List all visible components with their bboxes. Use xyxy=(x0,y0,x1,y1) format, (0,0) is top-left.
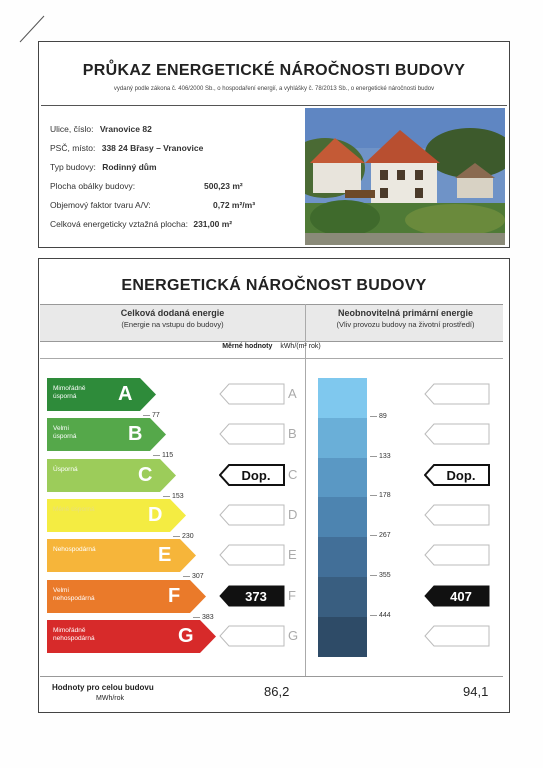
merne-label: Měrné hodnoty xyxy=(222,343,273,350)
class-label-f: Velmi nehospodárná xyxy=(53,586,95,602)
merne-divider xyxy=(40,358,503,359)
class-arrow-g xyxy=(47,620,220,653)
page-subtitle: vydaný podle zákona č. 406/2000 Sb., o hospodaření energií, a vyhlášky č. 78/2013 Sb., o energetické náročnosti budov xyxy=(113,86,435,92)
primary-scale-cell-3 xyxy=(318,458,367,498)
tick-right-4: — 267 xyxy=(370,532,391,540)
right-marker-e xyxy=(424,544,490,566)
outline-letter-c: C xyxy=(288,466,298,482)
footer-unit: MWh/rok xyxy=(96,695,124,702)
ref-area-label: Celková energeticky vztažná plocha: xyxy=(50,219,188,229)
ref-area-value: 231,00 m² xyxy=(193,219,233,229)
primary-scale-cell-5 xyxy=(318,537,367,577)
class-letter-d: D xyxy=(148,503,163,526)
right-marker-c xyxy=(424,464,490,486)
right-marker-g xyxy=(424,625,490,647)
col1-title: Celková dodaná energie xyxy=(120,308,225,318)
factor-value: 0,72 m²/m³ xyxy=(213,200,256,210)
outline-letter-a: A xyxy=(288,386,297,401)
specific-values-row xyxy=(40,343,503,357)
class-letter-b: B xyxy=(128,423,143,446)
primary-scale-cell-6 xyxy=(318,577,367,617)
column-divider xyxy=(305,304,306,676)
area-value: 500,23 m² xyxy=(204,181,243,191)
primary-scale-cell-1 xyxy=(318,378,367,418)
tick-left-5: — 307 xyxy=(183,573,204,581)
tick-left-3: — 153 xyxy=(163,492,184,500)
tick-left-1: — 77 xyxy=(143,412,160,419)
class-label-g: Mimořádně nehospodárná xyxy=(53,626,95,642)
type-value: Rodinný dům xyxy=(102,162,157,172)
tick-right-5: — 355 xyxy=(370,572,391,579)
class-label-b: Velmi úsporná xyxy=(53,425,77,441)
factor-label: Objemový faktor tvaru A/V: xyxy=(50,200,151,210)
footer-divider xyxy=(40,676,503,677)
class-label-c: Úsporná xyxy=(53,465,78,473)
left-marker-f xyxy=(219,585,285,607)
corner-mark xyxy=(18,14,48,44)
page-title: PRŮKAZ ENERGETICKÉ NÁROČNOSTI BUDOVY xyxy=(82,62,466,79)
col1-sub: (Energie na vstupu do budovy) xyxy=(121,320,224,329)
class-arrow-a xyxy=(47,378,160,411)
class-letter-e: E xyxy=(158,544,172,567)
class-label-a: Mimořádně úsporná xyxy=(53,385,86,400)
class-arrow-c xyxy=(47,459,180,492)
merne-unit: kWh/(m² rok) xyxy=(280,343,321,350)
tick-right-6: — 444 xyxy=(370,611,391,619)
class-letter-f: F xyxy=(168,584,181,607)
left-marker-d xyxy=(219,504,285,526)
class-arrow-e xyxy=(47,539,200,572)
class-letter-c: C xyxy=(138,463,153,486)
area-label: Plocha obálky budovy: xyxy=(50,181,136,191)
primary-scale-cell-4 xyxy=(318,497,367,537)
street-label: Ulice, číslo: xyxy=(50,124,94,134)
class-label-d: Méně úsporná xyxy=(53,505,95,513)
right-marker-a xyxy=(424,383,490,405)
class-letter-g: G xyxy=(178,624,194,647)
right-marker-d xyxy=(424,504,490,526)
psc-label: PSČ, místo: xyxy=(50,143,96,153)
right-marker-f xyxy=(424,585,490,607)
tick-left-6: — 383 xyxy=(193,613,214,621)
class-label-e: Nehospodárná xyxy=(53,546,96,554)
left-marker-a xyxy=(219,383,285,405)
left-marker-b xyxy=(219,423,285,445)
class-arrow-f xyxy=(47,580,210,613)
outline-letter-e: E xyxy=(288,547,297,563)
energy-title: ENERGETICKÁ NÁROČNOST BUDOVY xyxy=(121,277,427,294)
header-divider xyxy=(41,105,507,106)
street-value: Vranovice 82 xyxy=(99,124,152,134)
col2-sub: (Vliv provozu budovy na životní prostředí) xyxy=(336,320,475,329)
outline-letter-d: D xyxy=(288,506,298,522)
class-letter-a: A xyxy=(118,383,133,405)
footer-label: Hodnoty pro celou budovu xyxy=(52,683,154,692)
outline-letter-f: F xyxy=(288,587,296,603)
outline-letter-g: G xyxy=(288,627,299,643)
primary-scale-cell-2 xyxy=(318,418,367,458)
tick-right-1: — 89 xyxy=(370,412,387,420)
right-marker-b xyxy=(424,423,490,445)
class-arrow-d xyxy=(47,499,190,532)
tick-right-2: — 133 xyxy=(370,452,391,460)
left-marker-c xyxy=(219,464,285,486)
footer-right-value: 94,1 xyxy=(463,684,489,699)
outline-letter-b: B xyxy=(288,426,297,442)
primary-scale-cell-7 xyxy=(318,617,367,657)
svg-text:Dop.: Dop. xyxy=(241,467,271,483)
tick-right-3: — 178 xyxy=(370,492,391,500)
footer-left-value: 86,2 xyxy=(264,684,290,699)
svg-text:373: 373 xyxy=(245,588,267,604)
svg-text:407: 407 xyxy=(450,588,472,604)
left-marker-g xyxy=(219,625,285,647)
building-photo xyxy=(305,108,505,245)
col2-header xyxy=(308,308,503,342)
col2-title: Neobnovitelná primární energie xyxy=(337,308,474,318)
left-marker-e xyxy=(219,544,285,566)
tick-left-2: — 115 xyxy=(153,452,174,460)
col1-header xyxy=(45,308,300,342)
svg-text:Dop.: Dop. xyxy=(446,467,476,483)
psc-value: 338 24 Břasy – Vranovice xyxy=(101,143,204,153)
tick-left-4: — 230 xyxy=(173,532,194,540)
type-label: Typ budovy: xyxy=(50,162,96,172)
class-arrow-b xyxy=(47,418,170,451)
